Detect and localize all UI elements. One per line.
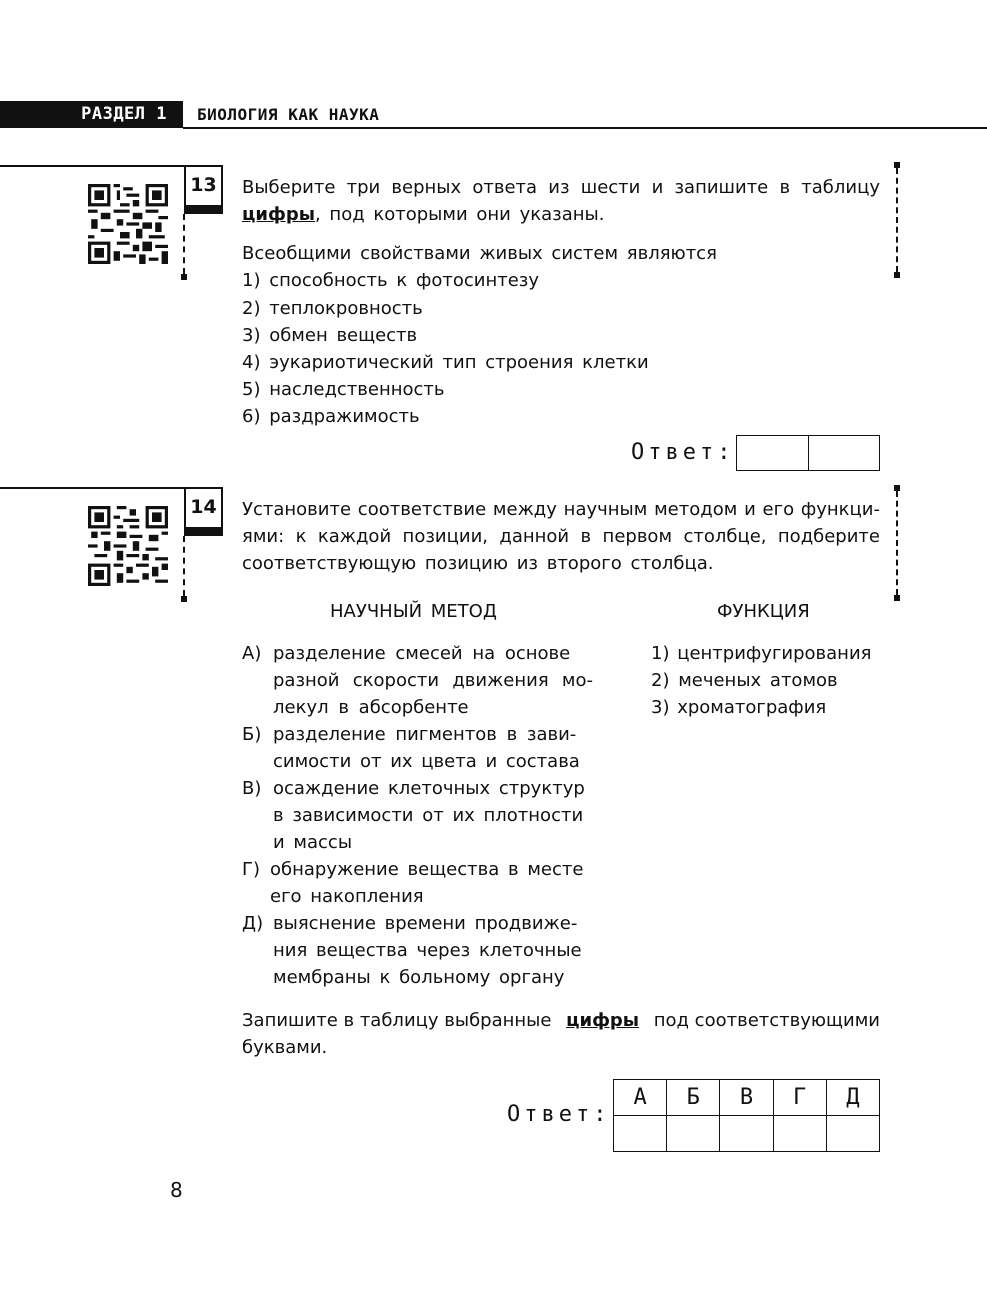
- task13-left-dashed-line: [183, 214, 185, 274]
- task13-instruction-rest: , под которыми они указаны.: [314, 204, 605, 225]
- task14-answer-cell[interactable]: [667, 1116, 720, 1152]
- task13-instruction-bold: цифры: [242, 204, 315, 225]
- task14-item-line: лекул в абсорбенте: [273, 697, 469, 718]
- task13-instruction-line1: Выберите три верных ответа из шести и запишите в таблицу: [242, 177, 880, 198]
- task14-footer-line1: [242, 1007, 880, 1034]
- task13-number: 13: [184, 165, 223, 207]
- task14-item-letter: А): [242, 643, 262, 664]
- task14-number-bar: [184, 529, 223, 536]
- task14-answer-cell[interactable]: [720, 1116, 773, 1152]
- task14-item-line: выяснение времени продвиже-: [273, 913, 578, 934]
- task14-right-item: 3) хроматография: [651, 697, 827, 718]
- task14-answer-table: [613, 1079, 880, 1152]
- task14-answer-letter: Б: [667, 1080, 720, 1116]
- task13-instruction-line2: [242, 201, 880, 228]
- task14-item-letter: Г): [242, 859, 260, 880]
- task14-col2-header: ФУНКЦИЯ: [717, 601, 810, 622]
- task13-top-rule: [0, 165, 184, 167]
- task13-option: 2) теплокровность: [242, 298, 423, 319]
- task14-item-line: симости от их цвета и состава: [273, 751, 580, 772]
- section-label: РАЗДЕЛ 1: [0, 101, 183, 128]
- task14-col1-header: НАУЧНЫЙ МЕТОД: [330, 601, 497, 622]
- task14-item-line: и массы: [273, 832, 353, 853]
- task13-question: Всеобщими свойствами живых систем являются: [242, 243, 717, 264]
- task14-item-line: обнаружение вещества в месте: [270, 859, 584, 880]
- header-rule: [183, 127, 987, 129]
- task13-answer-table: [736, 435, 880, 471]
- task13-right-dot-bottom: [894, 272, 900, 278]
- task14-answer-cell[interactable]: [614, 1116, 667, 1152]
- task14-item-line: разделение смесей на основе: [273, 643, 571, 664]
- task13-left-dot: [181, 274, 187, 280]
- task14-answer-letter: В: [720, 1080, 773, 1116]
- task14-item-line: разной скорости движения мо-: [273, 670, 593, 691]
- task14-right-item: 1) центрифугирования: [651, 643, 872, 664]
- task14-qr-code-icon: [88, 506, 168, 586]
- task14-answer-label: Ответ:: [507, 1102, 611, 1127]
- task14-top-rule: [0, 487, 184, 489]
- task14-instruction-line1: Установите соответствие между научным методом и его функци-: [242, 499, 880, 520]
- task13-option: 1) способность к фотосинтезу: [242, 270, 540, 291]
- task14-item-line: в зависимости от их плотности: [273, 805, 584, 826]
- task14-left-dot: [181, 596, 187, 602]
- task14-item-line: разделение пигментов в зави-: [273, 724, 577, 745]
- task14-item-line: мембраны к больному органу: [273, 967, 565, 988]
- task14-footer-pre: Запишите в таблицу выбранные: [242, 1010, 552, 1031]
- task13-right-dashed-line: [896, 168, 898, 272]
- task14-instruction-line3: соответствующую позицию из второго столбца.: [242, 553, 714, 574]
- task13-qr-code-icon: [88, 184, 168, 264]
- task14-right-item: 2) меченых атомов: [651, 670, 838, 691]
- task13-option: 3) обмен веществ: [242, 325, 418, 346]
- task14-item-letter: Б): [242, 724, 262, 745]
- task13-option: 4) эукариотический тип строения клетки: [242, 352, 649, 373]
- task14-item-line: ния вещества через клеточные: [273, 940, 582, 961]
- task13-answer-cell[interactable]: [737, 436, 809, 471]
- task14-item-letter: Д): [242, 913, 264, 934]
- task14-instruction-line2: ями: к каждой позиции, данной в первом столбце, подберите: [242, 526, 880, 547]
- section-title: БИОЛОГИЯ КАК НАУКА: [197, 105, 380, 124]
- task14-answer-cell[interactable]: [773, 1116, 826, 1152]
- task14-item-line: осаждение клеточных структур: [273, 778, 585, 799]
- task14-item-line: его накопления: [270, 886, 424, 907]
- task13-option: 5) наследственность: [242, 379, 445, 400]
- task13-answer-label: Ответ:: [631, 440, 735, 465]
- page-number: 8: [170, 1178, 183, 1202]
- task13-answer-cell[interactable]: [808, 436, 880, 471]
- task14-answer-letter: Д: [826, 1080, 879, 1116]
- task14-right-dot-bottom: [894, 595, 900, 601]
- task13-option: 6) раздражимость: [242, 406, 420, 427]
- task14-answer-cell[interactable]: [826, 1116, 879, 1152]
- task14-answer-letter: Г: [773, 1080, 826, 1116]
- task14-footer-post: под соответствующими: [653, 1010, 880, 1031]
- task14-answer-letter: А: [614, 1080, 667, 1116]
- task14-left-dashed-line: [183, 536, 185, 596]
- task14-number: 14: [184, 487, 223, 529]
- task14-footer-bold: цифры: [566, 1010, 640, 1031]
- task13-number-bar: [184, 207, 223, 214]
- task14-right-dashed-line: [896, 491, 898, 595]
- task14-item-letter: В): [242, 778, 262, 799]
- task14-footer-line2: буквами.: [242, 1037, 328, 1058]
